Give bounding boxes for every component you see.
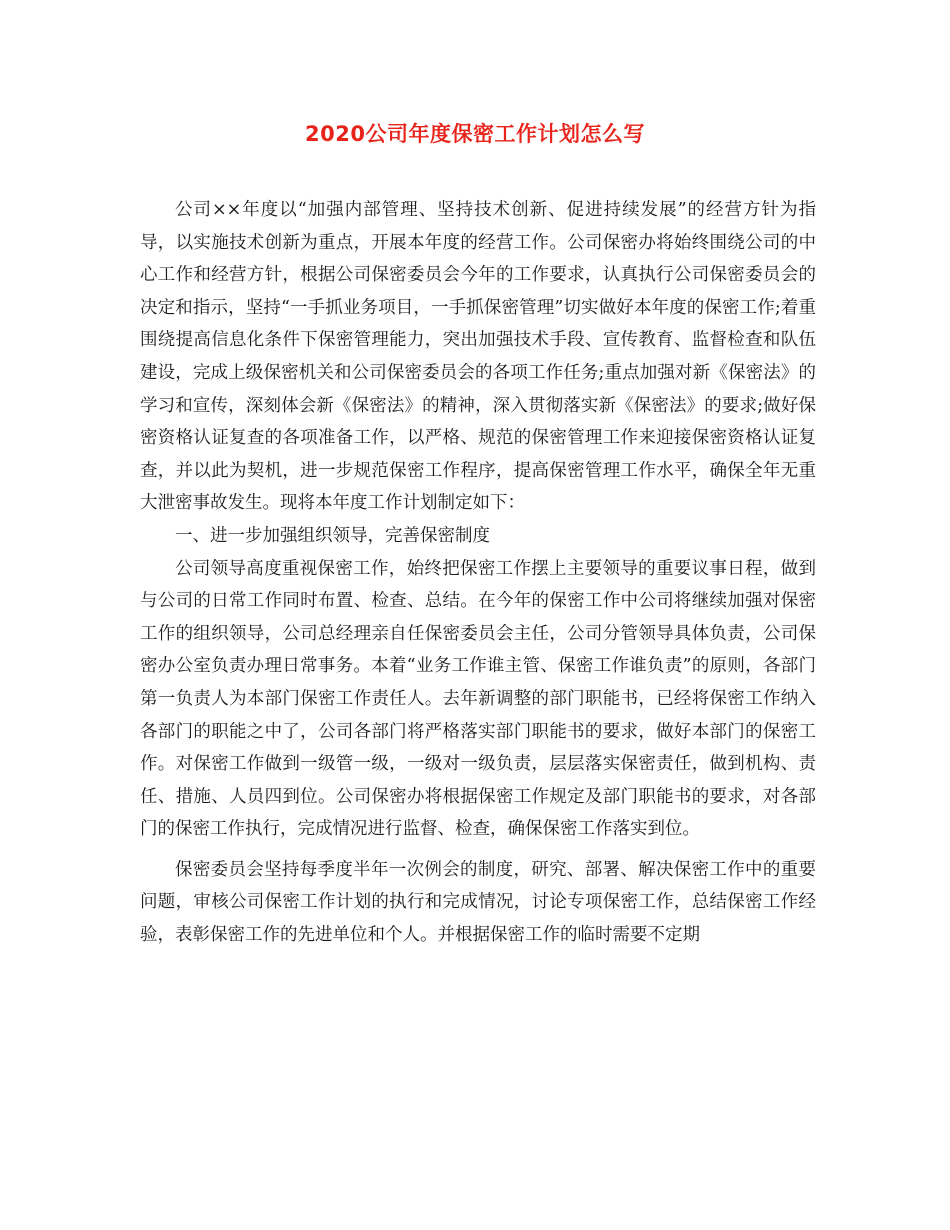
document-body <box>140 194 816 952</box>
body-paragraph: 公司领导高度重视保密工作，始终把保密工作摆上主要领导的重要议事日程，做到与公司的日常工作同时布置、检查、总结。在今年的保密工作中公司将继续加强对保密工作的组织领导，公司总经理亲自任保密委员会主任，公司分管领导具体负责，公司保密办公室负责办理日常事务。本着“业务工作谁主管、保密工作谁负责”的原则，各部门第一负责人为本部门保密工作责任人。去年新调整的部门职能书，已经将保密工作纳入各部门的职能之中了，公司各部门将严格落实部门职能书的要求，做好本部门的保密工作。对保密工作做到一级管一级，一级对一级负责，层层落实保密责任，做到机构、责任、措施、人员四到位。公司保密办将根据保密工作规定及部门职能书的要求，对各部门的保密工作执行，完成情况进行监督、检查，确保保密工作落实到位。 <box>140 558 816 840</box>
intro-paragraph: 公司××年度以“加强内部管理、坚持技术创新、促进持续发展”的经营方针为指导，以实施技术创新为重点，开展本年度的经营工作。公司保密办将始终围绕公司的中心工作和经营方针，根据公司保密委员会今年的工作要求，认真执行公司保密委员会的决定和指示，坚持“一手抓业务项目，一手抓保密管理”切实做好本年度的保密工作;着重围绕提高信息化条件下保密管理能力，突出加强技术手段、宣传教育、监督检查和队伍建设，完成上级保密机关和公司保密委员会的各项工作任务;重点加强对新《保密法》的学习和宣传，深刻体会新《保密法》的精神，深入贯彻落实新《保密法》的要求;做好保密资格认证复查的各项准备工作，以严格、规范的保密管理工作来迎接保密资格认证复查，并以此为契机，进一步规范保密工作程序，提高保密管理工作水平，确保全年无重大泄密事故发生。现将本年度工作计划制定如下： <box>140 200 816 514</box>
body-paragraph: 保密委员会坚持每季度半年一次例会的制度，研究、部署、解决保密工作中的重要问题，审核公司保密工作计划的执行和完成情况，讨论专项保密工作，总结保密工作经验，表彰保密工作的先进单位和个人。并根据保密工作的临时需要不定期 <box>140 859 816 946</box>
section-heading: 一、进一步加强组织领导，完善保密制度 <box>175 525 490 546</box>
document-title: 2020公司年度保密工作计划怎么写 <box>305 122 645 146</box>
